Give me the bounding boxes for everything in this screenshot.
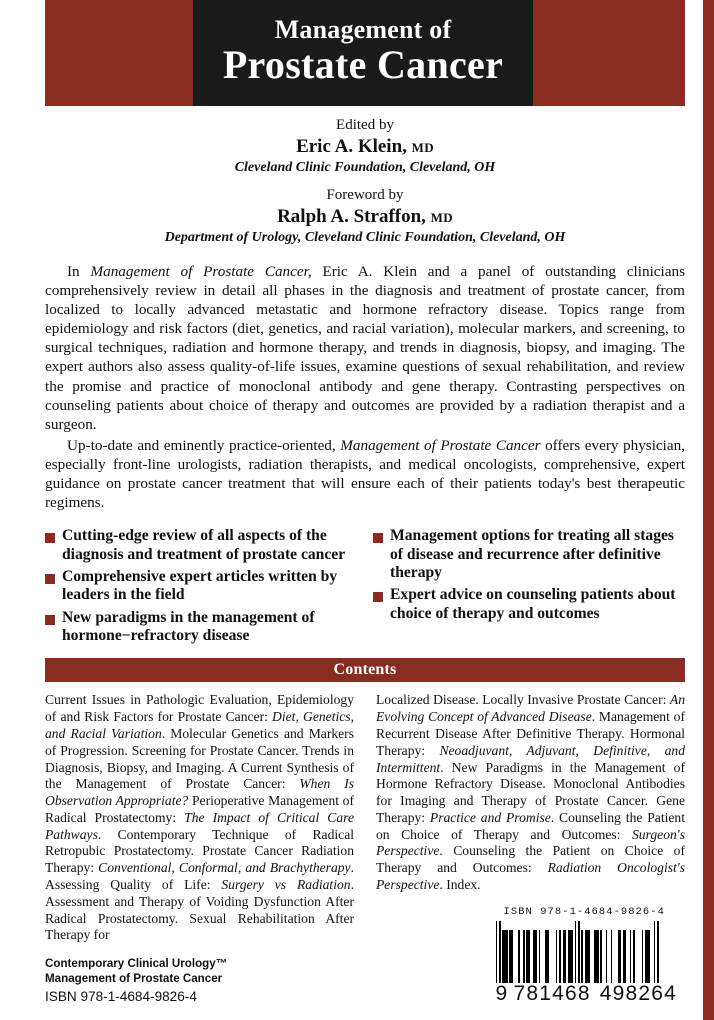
contents-subtitle: Conventional, Conformal, and Brachytherapy	[98, 860, 351, 876]
contents-text: . New Paradigms in the Management of Hormone Refractory Disease. Monoclonal Antibodies for Imaging and Therapy of Prostate Cancer. Gene Therapy:	[376, 759, 685, 825]
contents-text: Localized Disease. Locally Invasive Prostate Cancer:	[376, 692, 670, 708]
foreword-degree: MD	[430, 209, 453, 225]
back-cover-body	[45, 106, 685, 1020]
contents-subtitle: An Evolving Concept of Advanced Disease	[376, 692, 685, 725]
feature-bullets	[45, 527, 685, 649]
contents-subtitle: The Impact of Critical Care Pathways	[45, 809, 354, 842]
book-title-line-1: Management of	[274, 14, 452, 44]
contents-subtitle: When Is Observation Appropriate?	[45, 776, 355, 809]
spine-strip	[703, 0, 714, 1020]
bullet-item	[45, 609, 356, 646]
feature-bullets-left-column	[45, 527, 356, 649]
blurb-p1-post: Eric A. Klein and a panel of outstanding clinicians comprehensively review in detail all phases in the diagnosis and treatment of prostate cancer, from localized to locally advanced metastatic and hormone refractory disease. Topics range from epidemiology and risk factors (diet, genetics, and racial variation), molecular markers, and screening, to surgical techniques, radiation and hormone therapy, and trends in diagnosis, biopsy, and imaging. The expert authors also assess quality-of-life issues, examine questions of sexual rehabilitation, and review the promise and practice of monoclonal antibody and gene therapy. Contrasting perspectives on counseling patients about choice of therapy and outcomes are provided by a radiation therapist and a surgeon.	[45, 263, 686, 433]
contents-text: . Counseling the Patient on Choice of Therapy and Outcomes:	[376, 843, 685, 876]
foreword-author-name	[45, 205, 685, 228]
blurb-p1-pre: In	[67, 263, 91, 281]
contents-text: . Contemporary Technique of Radical Retropubic Prostatectomy. Prostate Cancer Radiation Therapy:	[45, 826, 354, 876]
bullet-square-icon	[45, 615, 55, 625]
publisher-isbn: ISBN 978-1-4684-9826-4	[45, 989, 197, 1005]
bullet-square-icon	[373, 592, 383, 602]
blurb-p2-post: offers every physician, especially front-line urologists, radiation therapists, and medical oncologists, comprehensive, expert guidance on prostate cancer treatment that will ensure each of their patients today's best therapeutic regimens.	[45, 436, 686, 512]
blurb-paragraph-2	[45, 436, 685, 512]
barcode-digits	[496, 982, 677, 1006]
book-title-line-2: Prostate Cancer	[222, 42, 504, 88]
bullet-item	[45, 568, 356, 605]
contents-subtitle: Practice and Promise	[429, 809, 551, 825]
foreword-by-label: Foreword by	[326, 186, 404, 203]
foreword-name-text: Ralph A. Straffon,	[277, 205, 426, 227]
bullet-text: Cutting-edge review of all aspects of the diagnosis and treatment of prostate cancer	[62, 527, 346, 563]
contents-text: Current Issues in Pathologic Evaluation, Epidemiology of and Risk Factors for Prostate Cancer:	[45, 692, 354, 725]
contents-subtitle: Surgeon's Perspective	[376, 826, 685, 859]
barcode-group-2: 498264	[599, 982, 677, 1005]
contents-text: . Molecular Genetics and Markers of Progression. Screening for Prostate Cancer. Trends in Diagnosis, Biopsy, and Imaging. A Current Synthesis of the Management of Prostate Cancer:	[45, 726, 355, 792]
publisher-info	[45, 957, 227, 1006]
credits-spacer	[45, 177, 685, 186]
edited-by-label: Edited by	[336, 117, 394, 133]
blurb-p1-title: Management of Prostate Cancer,	[90, 263, 312, 281]
contents-subtitle: Radiation Oncologist's Perspective	[376, 860, 685, 893]
blurb-p2-pre: Up-to-date and eminently practice-oriented,	[67, 436, 341, 454]
bullet-square-icon	[45, 574, 55, 584]
bullet-square-icon	[45, 533, 55, 543]
bullet-text: Expert advice on counseling patients about choice of therapy and outcomes	[390, 586, 676, 622]
editor-degree: MD	[411, 140, 434, 156]
editor-name-text: Eric A. Klein,	[296, 136, 407, 158]
publisher-book-title: Management of Prostate Cancer	[45, 971, 223, 985]
feature-bullets-right-column	[373, 527, 684, 649]
description-blurb	[45, 262, 685, 512]
barcode-block	[496, 906, 677, 1006]
editor-credits-block	[45, 106, 685, 246]
bullet-text: New paradigms in the management of hormone−refractory disease	[62, 608, 315, 645]
contents-text: . Assessing Quality of Life:	[45, 860, 354, 893]
barcode-group-1: 781468	[513, 982, 591, 1005]
contents-subtitle: Diet, Genetics, and Racial Variation	[45, 709, 354, 742]
barcode-lead-digit: 9	[495, 982, 509, 1005]
bullet-item	[373, 527, 684, 582]
bullet-text: Comprehensive expert articles written by leaders in the field	[62, 567, 338, 604]
foreword-affiliation: Department of Urology, Cleveland Clinic Foundation, Cleveland, OH	[164, 230, 566, 246]
editor-name	[45, 135, 685, 158]
barcode-isbn-label: ISBN 978-1-4684-9826-4	[503, 906, 665, 918]
bullet-text: Management options for treating all stages of disease and recurrence after definitive therapy	[390, 527, 674, 581]
contents-subtitle: Surgery vs Radiation	[221, 877, 351, 893]
editor-affiliation: Cleveland Clinic Foundation, Cleveland, OH	[234, 160, 496, 176]
series-name: Contemporary Clinical Urology™	[45, 957, 228, 971]
title-box	[193, 0, 533, 106]
contents-text: . Assessment and Therapy of Voiding Dysfunction After Radical Prostatectomy. Sexual Rehabilitation After Therapy for	[45, 877, 354, 943]
contents-text: . Counseling the Patient on Choice of Therapy and Outcomes:	[376, 809, 685, 842]
contents-subtitle: Neoadjuvant, Adjuvant, Definitive, and Intermittent	[376, 742, 686, 775]
blurb-paragraph-1	[45, 262, 685, 434]
contents-text: . Management of Recurrent Disease After Definitive Therapy. Hormonal Therapy:	[376, 709, 685, 758]
barcode-bar	[657, 921, 659, 983]
contents-heading: Contents	[333, 661, 397, 679]
barcode-bars	[496, 921, 677, 983]
blurb-p2-title: Management of Prostate Cancer	[340, 436, 541, 454]
cover-footer	[45, 906, 685, 1006]
bullet-item	[373, 586, 684, 623]
bullet-item	[45, 527, 356, 564]
contents-text: Perioperative Management of Radical Prostatectomy:	[45, 793, 354, 825]
contents-header-bar	[45, 658, 685, 682]
cover-header-banner	[45, 0, 685, 106]
contents-text: . Index.	[439, 877, 481, 893]
bullet-square-icon	[373, 533, 383, 543]
